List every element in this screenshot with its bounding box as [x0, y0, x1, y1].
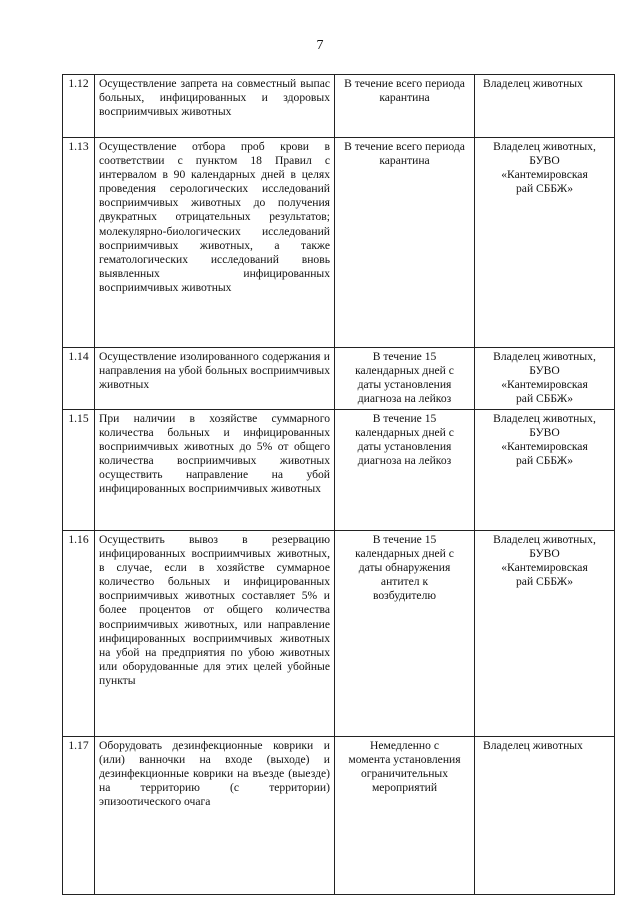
action-text: Осуществление запрета на совместный выпас больных, инфицированных и здоровых восприимчивых животных [95, 75, 335, 138]
action-text: Осуществление отбора проб крови в соответствии с пунктом 18 Правил с интервалом в 90 календарных дней в целях проведения серологических исследований восприимчивых животных до получения двукратных отрицательных результатов; молекулярно-биологических исследований восприимчивых животных, а также гематологических исследований вновь выявленных инфицированных восприимчивых животных [95, 138, 335, 348]
action-text: Осуществить вывоз в резервацию инфицированных восприимчивых животных, в случае, если в хозяйстве суммарное количество больных и инфицированных восприимчивых животных составляет 5% и более процентов от общего количества восприимчивых животных, или направление инфицированных восприимчивых животных на убой на предприятия по убою животных или оборудованные для этих целей убойные пункты [95, 531, 335, 737]
action-text: Осуществление изолированного содержания и направления на убой больных восприимчивых животных [95, 348, 335, 410]
page-number: 7 [316, 38, 324, 53]
table-row [63, 737, 615, 895]
action-text: Оборудовать дезинфекционные коврики и (или) ванночки на входе (выходе) и дезинфекционные коврики на въезде (выезде) на территорию (с территории) эпизоотического очага [95, 737, 335, 895]
row-number: 1.15 [63, 410, 95, 531]
row-number: 1.14 [63, 348, 95, 410]
term-text: В течение 15 календарных дней с даты установления диагноза на лейкоз [335, 348, 475, 410]
table-row [63, 348, 615, 410]
term-text: Немедленно с момента установления ограничительных мероприятий [335, 737, 475, 895]
term-text: В течение всего периода карантина [335, 138, 475, 348]
row-number: 1.16 [63, 531, 95, 737]
row-number: 1.13 [63, 138, 95, 348]
responsible-text: Владелец животных, БУВО «Кантемировская рай СББЖ» [475, 410, 615, 531]
action-text: При наличии в хозяйстве суммарного количества больных и инфицированных восприимчивых животных до 5% от общего количества восприимчивых животных осуществить направление на убой инфицированных восприимчивых животных [95, 410, 335, 531]
term-text: В течение 15 календарных дней с даты установления диагноза на лейкоз [335, 410, 475, 531]
responsible-text: Владелец животных [475, 737, 615, 895]
measures-table [62, 74, 615, 895]
table-row [63, 138, 615, 348]
responsible-text: Владелец животных [475, 75, 615, 138]
row-number: 1.12 [63, 75, 95, 138]
term-text: В течение всего периода карантина [335, 75, 475, 138]
term-text: В течение 15 календарных дней с даты обнаружения антител к возбудителю [335, 531, 475, 737]
row-number: 1.17 [63, 737, 95, 895]
table-row [63, 410, 615, 531]
table-row [63, 75, 615, 138]
table-row [63, 531, 615, 737]
responsible-text: Владелец животных, БУВО «Кантемировская рай СББЖ» [475, 531, 615, 737]
responsible-text: Владелец животных, БУВО «Кантемировская рай СББЖ» [475, 138, 615, 348]
responsible-text: Владелец животных, БУВО «Кантемировская рай СББЖ» [475, 348, 615, 410]
